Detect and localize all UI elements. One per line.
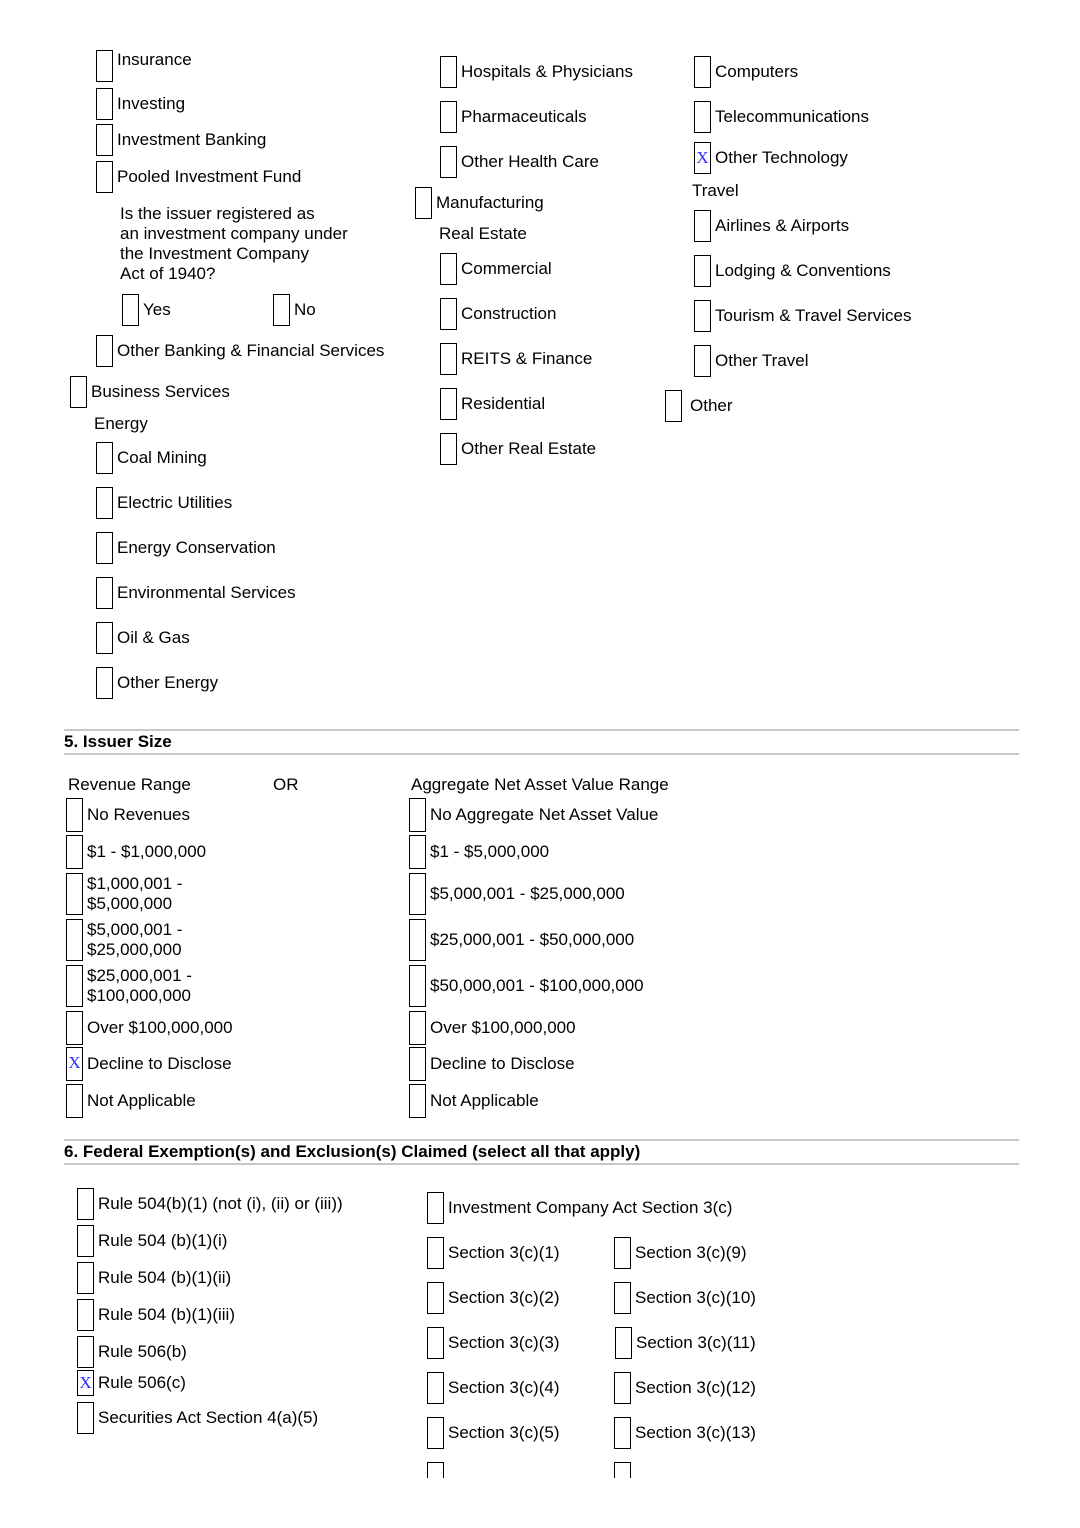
rule-5-checkbox[interactable]: X bbox=[77, 1370, 94, 1396]
revenue-3-checkbox[interactable] bbox=[66, 919, 83, 961]
checkbox-row-hospitals bbox=[440, 54, 633, 90]
checkbox-row-section-right-4 bbox=[614, 1415, 756, 1451]
other-energy-label: Other Energy bbox=[117, 673, 219, 692]
tourism-checkbox[interactable] bbox=[694, 300, 711, 332]
question-line-4: Act of 1940? bbox=[120, 264, 216, 283]
real-estate-heading: Real Estate bbox=[439, 224, 527, 243]
construction-label: Construction bbox=[461, 304, 557, 323]
electric-utilities-checkbox[interactable] bbox=[96, 487, 113, 519]
nav-range-label: $25,000,001 - $50,000,000 bbox=[430, 930, 635, 949]
checkbox-row-ica-3c bbox=[427, 1190, 732, 1226]
pharmaceuticals-checkbox[interactable] bbox=[440, 101, 457, 133]
checkbox-row-revenue-3 bbox=[66, 918, 182, 962]
section-right-3-checkbox[interactable] bbox=[614, 1372, 631, 1404]
rule-2-checkbox[interactable] bbox=[77, 1262, 94, 1294]
business-services-checkbox[interactable] bbox=[70, 376, 87, 408]
pooled-investment-fund-checkbox[interactable] bbox=[96, 161, 113, 193]
section-label: Section 3(c)(12) bbox=[635, 1378, 756, 1397]
checkbox-row-section-left-3 bbox=[427, 1370, 559, 1406]
section-left-1-checkbox[interactable] bbox=[427, 1282, 444, 1314]
nav-2-checkbox[interactable] bbox=[409, 873, 426, 915]
rule-label: Rule 504 (b)(1)(iii) bbox=[98, 1305, 235, 1324]
electric-utilities-label: Electric Utilities bbox=[117, 493, 233, 512]
nav-4-checkbox[interactable] bbox=[409, 965, 426, 1007]
checkbox-row-section-left-4 bbox=[427, 1415, 559, 1451]
telecommunications-label: Telecommunications bbox=[715, 107, 870, 126]
checkbox-row-revenue-5 bbox=[66, 1010, 233, 1046]
section-checkbox-partial-left[interactable] bbox=[427, 1462, 444, 1478]
question-line-1: Is the issuer registered as bbox=[120, 204, 315, 223]
or-label: OR bbox=[273, 775, 299, 794]
checkbox-row-lodging bbox=[694, 253, 891, 289]
checkbox-row-nav-2 bbox=[409, 872, 625, 916]
section-checkbox-partial-right[interactable] bbox=[614, 1462, 631, 1478]
nav-0-checkbox[interactable] bbox=[409, 798, 426, 832]
checkbox-row-construction bbox=[440, 296, 556, 332]
revenue-0-checkbox[interactable] bbox=[66, 798, 83, 832]
checkbox-row-rule-5 bbox=[77, 1368, 186, 1398]
rule-label: Rule 504 (b)(1)(ii) bbox=[98, 1268, 232, 1287]
other-real-estate-label: Other Real Estate bbox=[461, 439, 597, 458]
checkbox-row-revenue-1 bbox=[66, 834, 206, 870]
revenue-range-label bbox=[87, 966, 192, 1006]
other-technology-label: Other Technology bbox=[715, 148, 848, 167]
rule-3-checkbox[interactable] bbox=[77, 1299, 94, 1331]
residential-checkbox[interactable] bbox=[440, 388, 457, 420]
revenue-range-label bbox=[87, 1054, 232, 1074]
checkbox-row-coal-mining bbox=[96, 440, 207, 476]
investing-checkbox[interactable] bbox=[96, 88, 113, 120]
revenue-range-label bbox=[87, 920, 182, 960]
revenue-range-label-line2: $5,000,000 bbox=[87, 894, 173, 913]
checkbox-row-revenue-2 bbox=[66, 872, 182, 916]
airlines-label: Airlines & Airports bbox=[715, 216, 850, 235]
nav-range-label: $5,000,001 - $25,000,000 bbox=[430, 884, 625, 903]
section-label: Section 3(c)(4) bbox=[448, 1378, 560, 1397]
checkbox-row-section-left-1 bbox=[427, 1280, 559, 1316]
revenue-range-label-line2: $25,000,000 bbox=[87, 940, 182, 959]
insurance-label: Insurance bbox=[117, 50, 192, 69]
section-left-4-checkbox[interactable] bbox=[427, 1417, 444, 1449]
checkbox-row-nav-7 bbox=[409, 1083, 539, 1119]
checkbox-row-rule-4 bbox=[77, 1334, 187, 1370]
issuer-size-heading: 5. Issuer Size bbox=[64, 729, 1019, 755]
coal-mining-label: Coal Mining bbox=[117, 448, 207, 467]
other-label: Other bbox=[690, 396, 733, 415]
lodging-checkbox[interactable] bbox=[694, 255, 711, 287]
checkbox-row-revenue-7 bbox=[66, 1083, 196, 1119]
business-services-label: Business Services bbox=[91, 382, 230, 401]
residential-label: Residential bbox=[461, 394, 546, 413]
checkbox-row-commercial bbox=[440, 251, 552, 287]
checkbox-row-nav-3 bbox=[409, 918, 634, 962]
checkbox-row-energy-conservation bbox=[96, 530, 276, 566]
revenue-range-label-line1: $1,000,001 - bbox=[87, 874, 183, 893]
checkbox-row-tourism bbox=[694, 298, 912, 334]
section-label: Section 3(c)(5) bbox=[448, 1423, 560, 1442]
computers-checkbox[interactable] bbox=[694, 56, 711, 88]
checkbox-row-pooled-investment-fund bbox=[96, 159, 301, 195]
revenue-5-checkbox[interactable] bbox=[66, 1011, 83, 1045]
oil-gas-checkbox[interactable] bbox=[96, 622, 113, 654]
checkbox-row-section-right-1 bbox=[614, 1280, 756, 1316]
checkbox-row-reits bbox=[440, 341, 592, 377]
nav-range-label: $1 - $5,000,000 bbox=[430, 842, 550, 861]
investment-company-question bbox=[120, 204, 348, 284]
other-travel-checkbox[interactable] bbox=[694, 345, 711, 377]
rule-4-checkbox[interactable] bbox=[77, 1336, 94, 1368]
checkbox-row-electric-utilities bbox=[96, 485, 232, 521]
oil-gas-label: Oil & Gas bbox=[117, 628, 190, 647]
rule-0-checkbox[interactable] bbox=[77, 1188, 94, 1220]
investment-banking-checkbox[interactable] bbox=[96, 124, 113, 156]
investing-label: Investing bbox=[117, 94, 186, 113]
section-label: Section 3(c)(10) bbox=[635, 1288, 756, 1307]
checkbox-row-other bbox=[665, 388, 733, 424]
coal-mining-checkbox[interactable] bbox=[96, 442, 113, 474]
airlines-checkbox[interactable] bbox=[694, 210, 711, 242]
pharmaceuticals-label: Pharmaceuticals bbox=[461, 107, 587, 126]
revenue-range-label-line1: $1 - $1,000,000 bbox=[87, 842, 207, 861]
revenue-range-label bbox=[87, 805, 190, 825]
checkbox-row-rule-1 bbox=[77, 1223, 227, 1259]
checkbox-row-nav-0 bbox=[409, 797, 658, 833]
checkbox-row-other-travel bbox=[694, 343, 809, 379]
checkbox-row-telecommunications bbox=[694, 99, 869, 135]
checkbox-row-section-right-2 bbox=[615, 1325, 756, 1361]
checkbox-row-residential bbox=[440, 386, 545, 422]
rule-label: Rule 506(c) bbox=[98, 1373, 186, 1392]
nav-range-label: Not Applicable bbox=[430, 1091, 539, 1110]
checkbox-row-airlines bbox=[694, 208, 849, 244]
rule-6-checkbox[interactable] bbox=[77, 1402, 94, 1434]
other-technology-checkbox[interactable]: X bbox=[694, 142, 711, 174]
section-right-4-checkbox[interactable] bbox=[614, 1417, 631, 1449]
computers-label: Computers bbox=[715, 62, 799, 81]
section-label: Section 3(c)(3) bbox=[448, 1333, 560, 1352]
other-real-estate-checkbox[interactable] bbox=[440, 433, 457, 465]
checkbox-row-pharmaceuticals bbox=[440, 99, 587, 135]
checkbox-row-rule-3 bbox=[77, 1297, 235, 1333]
section-left-0-checkbox[interactable] bbox=[427, 1237, 444, 1269]
nav-3-checkbox[interactable] bbox=[409, 919, 426, 961]
checkbox-row-investment-banking bbox=[96, 122, 266, 158]
exemptions-heading: 6. Federal Exemption(s) and Exclusion(s) Claimed (select all that apply) bbox=[64, 1139, 1019, 1165]
environmental-services-checkbox[interactable] bbox=[96, 577, 113, 609]
revenue-range-label bbox=[87, 874, 182, 914]
pooled-investment-fund-label: Pooled Investment Fund bbox=[117, 167, 302, 186]
revenue-range-heading: Revenue Range bbox=[68, 775, 191, 794]
revenue-range-label-line2: $100,000,000 bbox=[87, 986, 191, 1005]
nav-range-label: No Aggregate Net Asset Value bbox=[430, 805, 659, 824]
revenue-range-label bbox=[87, 1091, 196, 1111]
section-right-0-checkbox[interactable] bbox=[614, 1237, 631, 1269]
section-label: Section 3(c)(1) bbox=[448, 1243, 560, 1262]
nav-1-checkbox[interactable] bbox=[409, 835, 426, 869]
checkbox-row-revenue-0 bbox=[66, 797, 190, 833]
other-travel-label: Other Travel bbox=[715, 351, 809, 370]
checkbox-row-no bbox=[273, 292, 316, 328]
other-health-care-label: Other Health Care bbox=[461, 152, 599, 171]
telecommunications-checkbox[interactable] bbox=[694, 101, 711, 133]
construction-checkbox[interactable] bbox=[440, 298, 457, 330]
checkbox-row-nav-6 bbox=[409, 1046, 575, 1082]
nav-range-label: $50,000,001 - $100,000,000 bbox=[430, 976, 644, 995]
ica-3c-checkbox[interactable] bbox=[427, 1192, 444, 1224]
revenue-range-label-line1: Over $100,000,000 bbox=[87, 1018, 233, 1037]
no-checkbox[interactable] bbox=[273, 294, 290, 326]
checkbox-row-other-technology bbox=[694, 140, 848, 176]
other-checkbox[interactable] bbox=[665, 390, 682, 422]
nav-6-checkbox[interactable] bbox=[409, 1047, 426, 1081]
checkbox-row-investing bbox=[96, 86, 185, 122]
checkbox-row-nav-4 bbox=[409, 964, 644, 1008]
checkbox-row-other-energy bbox=[96, 665, 218, 701]
section-label: Section 3(c)(2) bbox=[448, 1288, 560, 1307]
rule-label: Rule 504 (b)(1)(i) bbox=[98, 1231, 228, 1250]
environmental-services-label: Environmental Services bbox=[117, 583, 296, 602]
other-banking-checkbox[interactable] bbox=[96, 335, 113, 367]
revenue-range-label-line1: $25,000,001 - bbox=[87, 966, 192, 985]
section-right-2-checkbox[interactable] bbox=[615, 1327, 632, 1359]
energy-heading: Energy bbox=[94, 414, 148, 433]
travel-heading: Travel bbox=[692, 181, 739, 200]
checkbox-row-section-left-0 bbox=[427, 1235, 559, 1271]
checkbox-row-computers bbox=[694, 54, 798, 90]
rule-1-checkbox[interactable] bbox=[77, 1225, 94, 1257]
no-label: No bbox=[294, 300, 316, 319]
question-line-2: an investment company under bbox=[120, 224, 348, 243]
checkbox-row-insurance bbox=[96, 48, 192, 84]
yes-checkbox[interactable] bbox=[122, 294, 139, 326]
nav-range-label: Decline to Disclose bbox=[430, 1054, 575, 1073]
other-banking-label: Other Banking & Financial Services bbox=[117, 341, 385, 360]
section-label: Section 3(c)(11) bbox=[636, 1333, 756, 1352]
reits-checkbox[interactable] bbox=[440, 343, 457, 375]
section-left-3-checkbox[interactable] bbox=[427, 1372, 444, 1404]
manufacturing-label: Manufacturing bbox=[436, 193, 544, 212]
checkbox-row-rule-6 bbox=[77, 1400, 318, 1436]
checkbox-row-section-left-2 bbox=[427, 1325, 559, 1361]
revenue-range-label-line1: No Revenues bbox=[87, 805, 191, 824]
lodging-label: Lodging & Conventions bbox=[715, 261, 891, 280]
insurance-checkbox[interactable] bbox=[96, 50, 113, 82]
checkbox-row-revenue-6 bbox=[66, 1046, 232, 1082]
revenue-6-checkbox[interactable]: X bbox=[66, 1047, 83, 1081]
hospitals-label: Hospitals & Physicians bbox=[461, 62, 633, 81]
commercial-checkbox[interactable] bbox=[440, 253, 457, 285]
other-health-care-checkbox[interactable] bbox=[440, 146, 457, 178]
question-line-3: the Investment Company bbox=[120, 244, 309, 263]
reits-label: REITS & Finance bbox=[461, 349, 593, 368]
revenue-range-label bbox=[87, 842, 206, 862]
revenue-1-checkbox[interactable] bbox=[66, 835, 83, 869]
energy-conservation-checkbox[interactable] bbox=[96, 532, 113, 564]
commercial-label: Commercial bbox=[461, 259, 552, 278]
checkbox-row-environmental-services bbox=[96, 575, 296, 611]
rule-label: Rule 504(b)(1) (not (i), (ii) or (iii)) bbox=[98, 1194, 343, 1213]
checkbox-row-rule-0 bbox=[77, 1186, 343, 1222]
checkbox-row-nav-5 bbox=[409, 1010, 576, 1046]
checkbox-row-other-health-care bbox=[440, 144, 599, 180]
checkbox-row-revenue-4 bbox=[66, 964, 192, 1008]
checkbox-row-business-services bbox=[70, 374, 230, 410]
revenue-range-label-line1: $5,000,001 - bbox=[87, 920, 183, 939]
investment-banking-label: Investment Banking bbox=[117, 130, 267, 149]
section-right-1-checkbox[interactable] bbox=[614, 1282, 631, 1314]
checkbox-row-oil-gas bbox=[96, 620, 190, 656]
checkbox-row-section-right-0 bbox=[614, 1235, 746, 1271]
other-energy-checkbox[interactable] bbox=[96, 667, 113, 699]
revenue-7-checkbox[interactable] bbox=[66, 1084, 83, 1118]
revenue-2-checkbox[interactable] bbox=[66, 873, 83, 915]
manufacturing-checkbox[interactable] bbox=[415, 187, 432, 219]
ica-3c-label: Investment Company Act Section 3(c) bbox=[448, 1198, 733, 1217]
section-left-2-checkbox[interactable] bbox=[427, 1327, 444, 1359]
energy-conservation-label: Energy Conservation bbox=[117, 538, 276, 557]
revenue-4-checkbox[interactable] bbox=[66, 965, 83, 1007]
rule-label: Rule 506(b) bbox=[98, 1342, 187, 1361]
nav-range-label: Over $100,000,000 bbox=[430, 1018, 576, 1037]
checkbox-row-other-real-estate bbox=[440, 431, 596, 467]
rule-label: Securities Act Section 4(a)(5) bbox=[98, 1408, 319, 1427]
section-label: Section 3(c)(13) bbox=[635, 1423, 756, 1442]
nav-5-checkbox[interactable] bbox=[409, 1011, 426, 1045]
nav-7-checkbox[interactable] bbox=[409, 1084, 426, 1118]
revenue-range-label bbox=[87, 1018, 233, 1038]
checkbox-row-section-right-3 bbox=[614, 1370, 756, 1406]
section-label: Section 3(c)(9) bbox=[635, 1243, 747, 1262]
checkbox-row-yes bbox=[122, 292, 171, 328]
revenue-range-label-line1: Decline to Disclose bbox=[87, 1054, 232, 1073]
checkbox-row-other-banking bbox=[96, 333, 384, 369]
checkbox-row-manufacturing bbox=[415, 185, 544, 221]
hospitals-checkbox[interactable] bbox=[440, 56, 457, 88]
tourism-label: Tourism & Travel Services bbox=[715, 306, 912, 325]
revenue-range-label-line1: Not Applicable bbox=[87, 1091, 196, 1110]
nav-range-heading: Aggregate Net Asset Value Range bbox=[411, 775, 669, 794]
checkbox-row-nav-1 bbox=[409, 834, 549, 870]
checkbox-row-rule-2 bbox=[77, 1260, 231, 1296]
yes-label: Yes bbox=[143, 300, 171, 319]
